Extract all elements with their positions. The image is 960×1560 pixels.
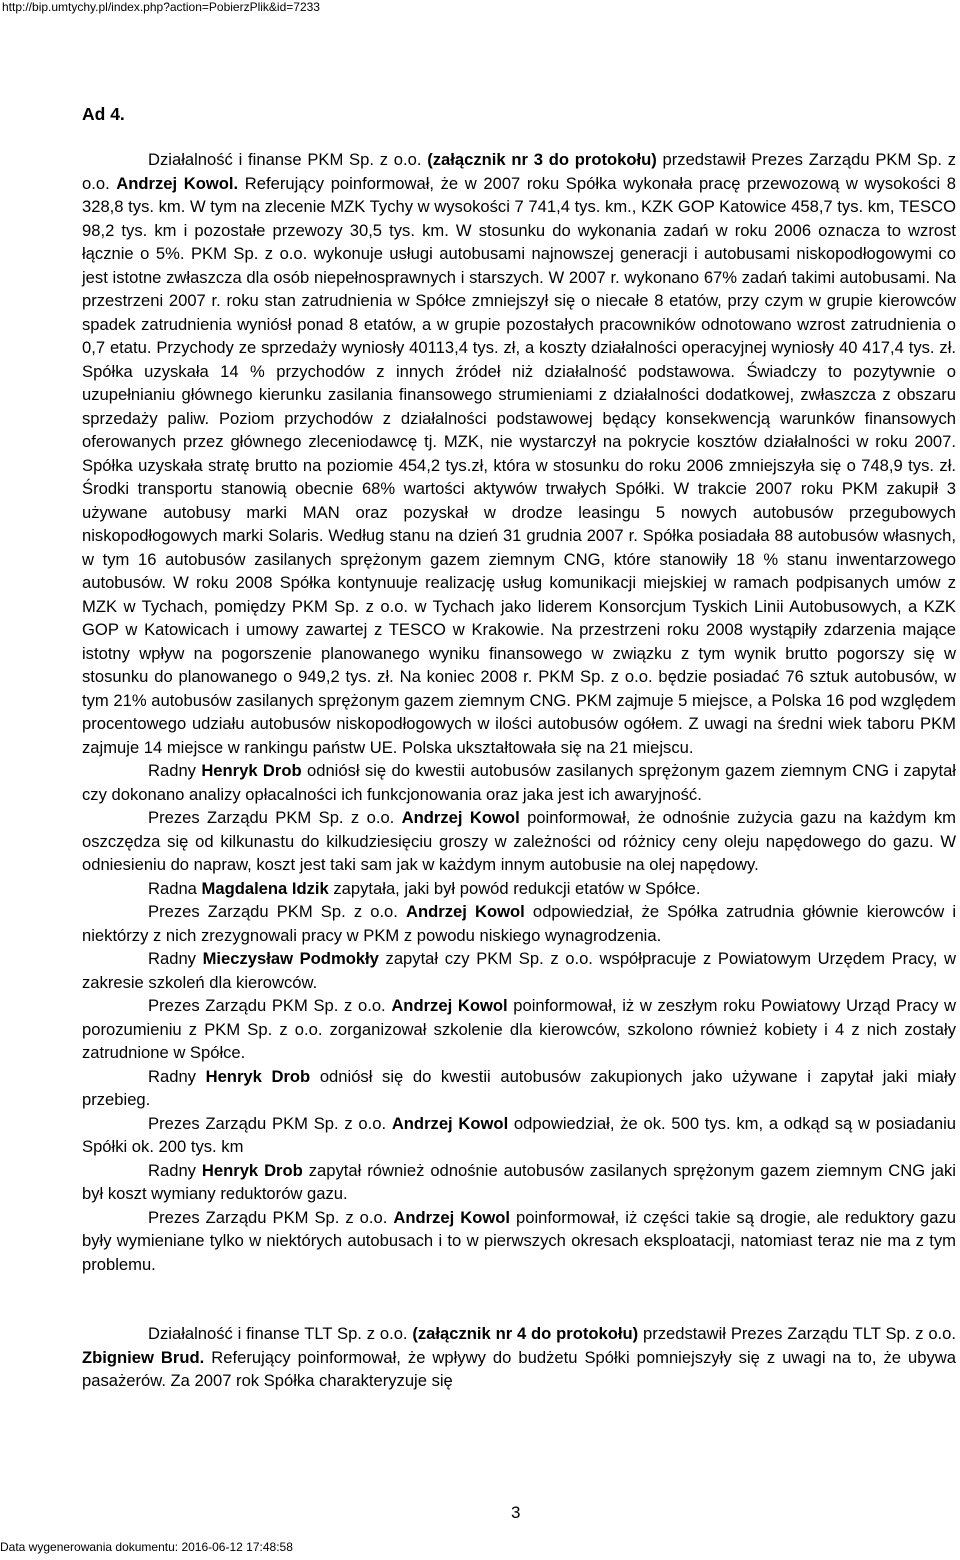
bold-text: Henryk Drob [205, 1066, 311, 1086]
text-run: Prezes Zarządu PKM Sp. z o.o. [148, 1113, 392, 1133]
paragraph [82, 1112, 956, 1159]
text-run: Prezes Zarządu PKM Sp. z o.o. [148, 808, 402, 827]
paragraph [82, 877, 956, 901]
bold-text: Magdalena Idzik [201, 878, 329, 898]
bold-text: (załącznik nr 4 do protokołu) [412, 1324, 639, 1343]
text-run: Radny [148, 1066, 206, 1086]
bold-text: Andrzej Kowol [406, 902, 525, 921]
bold-text: Henryk Drob [201, 761, 302, 780]
text-run: Działalność i finanse PKM Sp. z o.o. [148, 150, 428, 169]
text-run: Prezes Zarządu PKM Sp. z o.o. [148, 996, 392, 1015]
text-run: Radny [148, 1160, 202, 1180]
bold-text: Andrzej Kowol [401, 808, 520, 827]
paragraph [82, 148, 956, 759]
text-run: przedstawił Prezes Zarządu PKM Sp. z o.o. [82, 150, 957, 193]
paragraph [82, 1206, 956, 1277]
bold-text: Henryk Drob [201, 1160, 303, 1180]
text-run: Radna [148, 878, 202, 898]
paragraph [82, 900, 956, 947]
text-run: poinformował, iż części takie są drogie, ale reduktory gazu były wymieniane tylko w niektórych autobusach i to w pierwszych okresach eksploatacji, natomiast teraz nie ma z tym problemu. [82, 1207, 956, 1274]
text-run: Działalność i finanse TLT Sp. z o.o. [148, 1324, 413, 1343]
paragraph [82, 759, 956, 806]
paragraph [82, 947, 956, 994]
text-run: odniósł się do kwestii autobusów zasilanych sprężonym gazem ziemnym CNG i zapytał czy dokonano analizy opłacalności ich funkcjonowania oraz jaka jest ich awaryjność. [82, 761, 956, 804]
text-run: odniósł się do kwestii autobusów zakupionych jako używane i zapytał jaki miały przebieg. [82, 1066, 957, 1109]
text-run: odpowiedział, że ok. 500 tys. km, a odkąd są w posiadaniu Spółki ok. 200 tys. km [82, 1113, 956, 1156]
text-run: poinformował, że odnośnie zużycia gazu na każdym km oszczędza się od kilkunastu do kilkudziesięciu groszy w zależności od różnicy ceny oleju napędowego do gazu. W odniesieniu do napraw, koszt jest taki sam jak w każdym innym autobusie na olej napędowy. [82, 808, 957, 874]
text-run: zapytała, jaki był powód redukcji etatów w Spółce. [328, 878, 701, 898]
bold-text: Andrzej Kowol [391, 996, 508, 1015]
bold-text: Andrzej Kowol [393, 1207, 510, 1227]
paragraph [82, 806, 956, 877]
bold-text: Zbigniew Brud. [82, 1347, 205, 1367]
bold-text: Andrzej Kowol [391, 1113, 509, 1133]
document-body [82, 148, 956, 1393]
text-run: przedstawił Prezes Zarządu TLT Sp. z o.o. [638, 1324, 956, 1343]
text-run: Prezes Zarządu PKM Sp. z o.o. [148, 1207, 394, 1227]
paragraph [82, 1159, 956, 1206]
paragraph [82, 994, 956, 1065]
text-run: Prezes Zarządu PKM Sp. z o.o. [148, 902, 407, 921]
text-run: Radny [148, 949, 203, 968]
text-run: Referujący poinformował, że wpływy do budżetu Spółki pomniejszyły się z uwagi na to, że ubywa pasażerów. Za 2007 rok Spółka charakteryzuje się [82, 1347, 956, 1390]
text-run: Radny [148, 761, 202, 780]
bold-text: Mieczysław Podmokły [202, 949, 379, 968]
page-number: 3 [511, 1503, 521, 1522]
generation-date: Data wygenerowania dokumentu: 2016-06-12 17:48:58 [0, 1540, 293, 1554]
paragraph [82, 1065, 956, 1112]
bold-text: (załącznik nr 3 do protokołu) [427, 150, 657, 169]
paragraph [82, 1322, 956, 1393]
section-heading: Ad 4. [82, 104, 125, 124]
text-run: zapytał również odnośnie autobusów zasilanych sprężonym gazem ziemnym CNG jaki był koszt wymiany reduktorów gazu. [82, 1160, 956, 1203]
source-url: http://bip.umtychy.pl/index.php?action=PobierzPlik&id=7233 [2, 0, 320, 14]
text-run: odpowiedział, że Spółka zatrudnia głównie kierowców i niektórzy z nich zrezygnowali pracy w PKM z powodu niskiego wynagrodzenia. [82, 902, 957, 945]
text-run: zapytał czy PKM Sp. z o.o. współpracuje z Powiatowym Urzędem Pracy, w zakresie szkoleń dla kierowców. [82, 949, 956, 992]
text-run: poinformował, iż w zeszłym roku Powiatowy Urząd Pracy w porozumieniu z PKM Sp. z o.o. zorganizował szkolenie dla kierowców, szkolono również kobiety i 4 z nich zostały zatrudnione w Spółce. [82, 996, 957, 1062]
bold-text: Andrzej Kowol. [116, 173, 239, 193]
text-run: Referujący poinformował, że w 2007 roku Spółka wykonała pracę przewozową w wysokości 8 328,8 tys. km. W tym na zlecenie MZK Tychy w wysokości 7 741,4 tys. km., KZK GOP Katowice 458,7 tys. km, TESCO 98,2 tys. km i pozostałe przewozy 30,5 tys. km. W stosunku do wykonania zadań w roku 2006 oznacza to wzrost łącznie o 5%. PKM Sp. z o.o. wykonuje usługi autobusami najnowszej generacji i autobusami niskopodłogowymi co jest istotne zwłaszcza dla osób niepełnosprawnych i starszych. W 2007 r. wykonano 67% zadań takimi autobusami. Na przestrzeni 2007 r. roku stan zatrudnienia w Spółce zmniejszył się o niecałe 8 etatów, przy czym w grupie kierowców spadek zatrudnienia wyniósł ponad 8 etatów, a w grupie pozostałych pracowników odnotowano wzrost zatrudnienia o 0,7 etatu. Przychody ze sprzedaży wyniosły 40113,4 tys. zł, a koszty działalności operacyjnej wyniosły 40 417,4 tys. zł. Spółka uzyskała 14 % przychodów z innych źródeł niż działalność podstawowa. Świadczy to pozytywnie o uzupełnianiu głównego kierunku zasilania finansowego strumieniami z działalności dodatkowej, zwłaszcza z obszaru sprzedaży paliw. Poziom przychodów z działalności podstawowej będący konsekwencją warunków finansowych oferowanych przez głównego zleceniodawcę tj. MZK, nie wystarczył na pokrycie kosztów działalności w roku 2007. Spółka uzyskała stratę brutto na poziomie 454,2 tys.zł, która w stosunku do roku 2006 zmniejszyła się o 748,9 tys. zł. Środki transportu stanowią obecnie 68% wartości aktywów trwałych Spółki. W trakcie 2007 roku PKM zakupił 3 używane autobusy marki MAN oraz pozyskał w drodze leasingu 5 nowych autobusów przegubowych niskopodłogowych marki Solaris. Według stanu na dzień 31 grudnia 2007 r. Spółka posiadała 88 autobusów własnych, w tym 16 autobusów zasilanych sprężonym gazem ziemnym CNG, które stanowiły 18 % stanu inwentarzowego autobusów. W roku 2008 Spółka kontynuuje realizację usług komunikacji miejskiej w ramach podpisanych umów z MZK w Tychach, pomiędzy PKM Sp. z o.o. w Tychach jako liderem Konsorcjum Tyskich Linii Autobusowych, a KZK GOP w Katowicach i umowy zawartej z TESCO w Krakowie. Na przestrzeni roku 2008 wystąpiły zdarzenia mające istotny wpływ na pogorszenie planowanego wyniku finansowego w związku z tym wynik brutto pogorszy się w stosunku do planowanego o 949,2 tys. zł. Na koniec 2008 r. PKM Sp. z o.o. będzie posiadać 76 sztuk autobusów, w tym 21% autobusów zasilanych sprężonym gazem ziemnym CNG. PKM zajmuje 5 miejsce, a Polska 16 pod względem procentowego udziału autobusów niskopodłogowych w ilości autobusów ogółem. Z uwagi na średni wiek taboru PKM zajmuje 14 miejsce w rankingu państw UE. Polska ukształtowała się na 21 miejscu. [82, 173, 956, 757]
